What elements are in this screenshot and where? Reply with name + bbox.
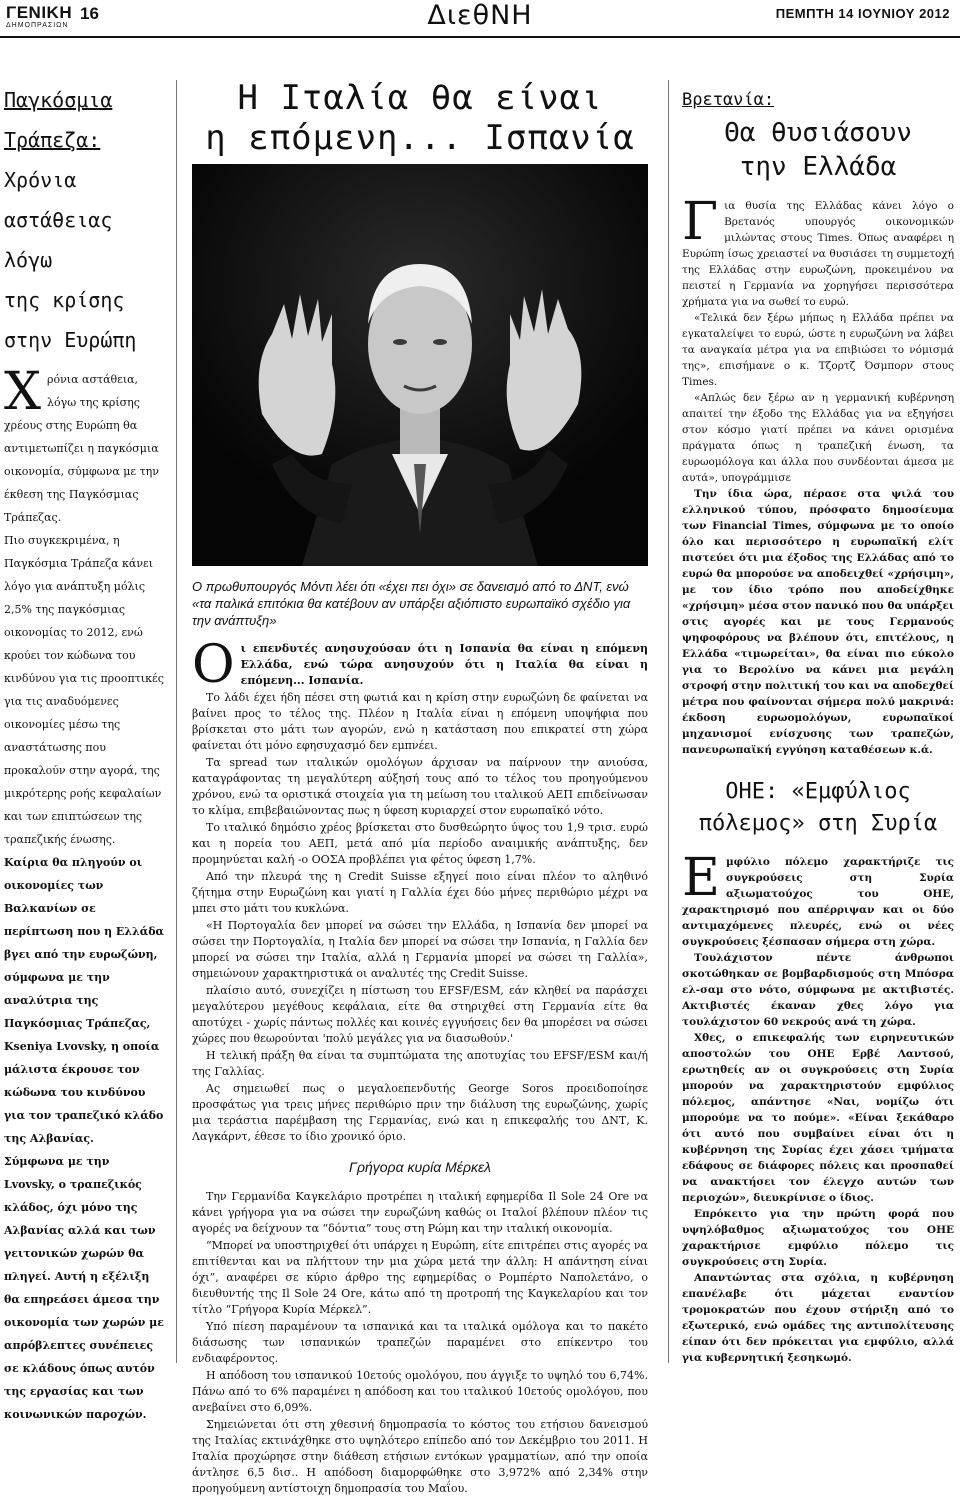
issue-date: ΠΕΜΠΤΗ 14 ΙΟΥΝΙΟΥ 2012 (775, 6, 950, 21)
page-number: 16 (80, 4, 99, 23)
article-italy (192, 78, 648, 1495)
article-body (0, 362, 168, 1426)
column-divider (176, 80, 177, 1363)
paragraph: Απαντώντας στα σχόλια, η κυβέρνηση επανέλαβε ότι μάχεται εναντίον τρομοκρατών που έχουν στήριξη από το εξωτερικό, ενώ ομάδες της αντιπολίτευσης είπαν ότι δεν πρόκειται για εμφύλιο, αλλά για κυβερνητική ξεσηκωμό. (682, 1272, 954, 1364)
article-body-syria (682, 848, 954, 1366)
paragraph: Την ίδια ώρα, πέρασε στα ψιλά του ελληνικού τύπου, πρόσφατο δημοσίευμα των Financial Times, σύμφωνα με το οποίο όλο και περισσότερο η ευρωπαϊκή ελίτ πιστεύει ότι μια έξοδος της Ελλάδας από το ευρώ θα μπορούσε να αποδειχθεί «χρήσιμη», με τον ίδιο τρόπο που αποδείχθηκε «χρήσιμη» μέσα στον πανικό που θα υπάρξει στις αγορές και με τους Γερμανούς ψηφοφόρους να βλέπουν ότι, επιτέλους, η Ελλάδα «τιμωρείται», θα είναι πιο εύκολο για το Βερολίνο να κάνει μια μεγάλη στροφή στην πολιτική του και να αποδεχθεί μέτρα που φαίνονται σήμερα πολύ μακρινά: έκδοση ευρωομολόγων, ευρωπαϊκοί μηχανισμοί ενίσχυσης των τραπεζών, πανευρωπαϊκή εγγύηση καταθέσεων κ.ά. (682, 488, 954, 756)
article-headline: Παγκόσμια Τράπεζα: Χρόνια αστάθειας λόγω της κρίσης στην Ευρώπη (4, 88, 137, 352)
lead-paragraph: Οι επενδυτές ανησυχούσαν ότι η Ισπανία θα είναι η επόμενη Ελλάδα, ενώ τώρα ανησυχούν ότι η Ιταλία θα είναι η επόμενη... Ισπανία. (192, 635, 648, 695)
paragraph: «Τελικά δεν ξέρω μήπως η Ελλάδα πρέπει να εγκαταλείψει το ευρώ, ώστε η ευρωζώνη να λάβει τα αναγκαία μέτρα για να επιβιώσει το νόμισμά της», επισήμανε ο κ. Τζορτζ Όσμπορν στους Times. (682, 312, 954, 388)
paragraph: «Η Πορτογαλία δεν μπορεί να σώσει την Ελλάδα, η Ισπανία δεν μπορεί να σώσει την Πορτογαλία, η Ιταλία δεν μπορεί να σώσει την Ισπανία, η Γαλλία δεν μπορεί να σώσει την Ιταλία, αλλά η Γερμανία μπορεί να σώσει τη Γαλλία», σημειώνουν χαρακτηριστικά οι αναλυτές της Credit Suisse. (192, 919, 648, 980)
article-world-bank (0, 80, 168, 1421)
paragraph: πλαίσιο αυτό, συνεχίζει η πίστωση του EFSF/ESM, εάν κληθεί να παράσχει μεγαλύτερου μεγέθους κεφάλαια, είτε θα στηριχθεί στη Γερμανία είτε θα αποτύχει - χωρίς πάντως πολλές και κοινές εγγυήσεις δεν θα μπορέσει να σώσει χώρες που θεωρούνται 'πολύ μεγάλες για να διασωθούν.' (192, 984, 648, 1045)
article-headline: Η Ιταλία θα είναι η επόμενη... Ισπανία (205, 78, 635, 158)
paragraph: Σύμφωνα με την Lvovsky, ο τραπεζικός κλάδος, όχι μόνο της Αλβανίας αλλά και των γειτονικών χωρών θα πληγεί. Αυτή η εξέλιξη θα επηρεάσει άμεσα την οικονομία των χωρών με απρόβλεπτες συνέπειες σε κλάδους όπως αυτόν της εργασίας και των κοινωνικών παροχών. (4, 1155, 164, 1421)
brand-name: ΓΕΝΙΚΗ (6, 3, 73, 22)
paragraph: Το ιταλικό δημόσιο χρέος βρίσκεται στο δυσθεώρητο ύψος του 1,9 τρισ. ευρώ και η πορεία του ΑΕΠ, μετά από μία περίοδο αναιμικής ανάπτυξης, δεν προμηνύεται καλή -ο ΟΟΣΑ προβλέπει για φέτος ύφεση 1,7%. (192, 821, 648, 866)
paragraph: Την Γερμανίδα Καγκελάριο προτρέπει η ιταλική εφημερίδα Il Sole 24 Ore να κάνει γρήγορα για να σώσει την ευρωζώνη καθώς οι Ιταλοί βλέπουν πλέον τις αγορές να δείχνουν τα “δόντια” τους στη Ρώμη και την ιταλική οικονομία. (192, 1190, 648, 1235)
article-kicker: Βρετανία: (682, 90, 775, 110)
brand-subtitle: ΔΗΜΟΠΡΑΣΙΩΝ (6, 22, 69, 29)
header-rule (0, 36, 960, 38)
column-divider (668, 80, 669, 1363)
paragraph: Χθες, ο επικεφαλής των ειρηνευτικών αποστολών του ΟΗΕ Ερβέ Λαντσού, ερωτηθείς αν οι συγκρούσεις στη Συρία μπορούν να χαρακτηριστούν εμφύλιος πόλεμος, απάντησε «Ναι, νομίζω ότι μπορούμε να το πούμε». «Είναι ξεκάθαρο ότι αυτό που συμβαίνει είναι ότι η κυβέρνηση της Συρίας έχει χάσει τμήματα εδάφους σε διάφορες πόλεις και προσπαθεί να ανακτήσει τον έλεγχο αυτών των περιοχών», διευκρίνισε ο ίδιος. (682, 1032, 954, 1204)
paragraph: Τουλάχιστον πέντε άνθρωποι σκοτώθηκαν σε βομβαρδισμούς στη Μπόσρα ελ-σαμ στο νότο, σύμφωνα με ακτιβιστές. Ακτιβιστές έκαναν χθες λόγο για τουλάχιστον 60 νεκρούς ανά τη χώρα. (682, 952, 954, 1028)
drop-cap: Ε (682, 848, 720, 908)
photo-caption: Ο πρωθυπουργός Μόντι λέει ότι «έχει πει όχι» σε δανεισμό από το ΔΝΤ, ενώ «τα παλικά επιτόκια θα κατέβουν αν υπάρξει αξιόπιστο ευρωπαϊκό σχέδιο για την ανάπτυξη» (192, 579, 631, 628)
paragraph: Το λάδι έχει ήδη πέσει στη φωτιά και η κρίση στην ευρωζώνη δε φαίνεται να βαίνει προς το τέλος της. Πλέον η Ιταλία είναι η επόμενη υποψήφια που βρίσκεται στο μάτι των αγορών, ενώ η κατάσταση που επικρατεί στη χώρα φαίνεται ότι μόνο εφησυχασμό δεν εμπνέει. (192, 691, 648, 752)
subheading: Γρήγορα κυρία Μέρκελ (348, 1159, 492, 1175)
paragraph: Υπό πίεση παραμένουν τα ισπανικά και τα ιταλικά ομόλογα και το πακέτο διάσωσης των ισπανικών τραπεζών παραμένει στο επίκεντρο του ενδιαφέροντος. (192, 1320, 648, 1365)
paragraph: Ας σημειωθεί πως ο μεγαλοεπενδυτής George Soros προειδοποίησε προσφάτως για τρεις μήνες περιθώριο πριν την διάλυση της ευρωζώνης, χωρίς μια τεράστια παρέμβαση της Γερμανίας, ενώ και η επικεφαλής του ΔΝΤ, Κ. Λαγκάρντ, έθεσε το ίδιο χρονικό όριο. (192, 1082, 648, 1143)
article-britain (682, 90, 954, 1363)
section-title: ΔιεθΝΗ (427, 0, 533, 31)
paragraph: Εμφύλιο πόλεμο χαρακτήριζε τις συγκρούσεις στη Συρία αξιωματούχος του ΟΗΕ, χαρακτηρισμό που απέρριψαν και οι δύο αντιμαχόμενες πλευρές, ενώ οι νέες συγκρούσεις ξέσπασαν σήμερα στη χώρα. (682, 848, 954, 948)
paragraph: Καίρια θα πληγούν οι οικονομίες των Βαλκανίων σε περίπτωση που η Ελλάδα βγει από την ευρωζώνη, σύμφωνα με την αναλύτρια της Παγκόσμιας Τράπεζας, Kseniya Lvovsky, η οποία μάλιστα έκρουσε τον κώδωνα του κινδύνου για τον τραπεζικό κλάδο της Αλβανίας. (4, 856, 164, 1145)
paragraph: Σημειώνεται ότι στη χθεσινή δημοπρασία το κόστος του ετήσιου δανεισμού της Ιταλίας εκτινάχθηκε στο υψηλότερο επίπεδο από τον Δεκέμβριο του 2011. Η Ιταλία προχώρησε στην διάθεση ετήσιων εντόκων γραμματίων, από την οποία άντλησε 6,5 δισ.. Η απόδοση διαμορφώθηκε στο 3,972% από 2,34% στην προηγούμενη αντίστοιχη δημοπρασία του Μαΐου. (192, 1418, 648, 1495)
paragraph: Από την πλευρά της η Credit Suisse εξηγεί ποιο είναι πλέον το αληθινό ζήτημα στην Ευρωζώνη και γιατί η Γαλλία έχει δύο μήνες περιθώριο μέχρι να μπει στο μάτι του κυκλώνα. (192, 870, 648, 915)
masthead (0, 0, 960, 44)
drop-cap: Γ (682, 192, 719, 252)
paragraph: “Μπορεί να υποστηριχθεί ότι υπάρχει η Ευρώπη, είτε επιτρέπει στις αγορές να επιτίθενται και να πλήττουν την μια χώρα μετά την άλλη: Η απάντηση είναι όχι”, αναφέρει σε κύριο άρθρο της εφημερίδας ο Ρομπέρτο Ναπολετάνο, ο διευθυντής της Il Sole 24 Ore, κάτω από τη προτροπή της Καγκελαρίου και τον τίτλο “Γρήγορα Κυρία Μέρκελ”. (192, 1239, 648, 1316)
paragraph: Χρόνια αστάθεια, λόγω της κρίσης χρέους στης Ευρώπη θα αντιμετωπίζει η παγκόσμια οικονομία, σύμφωνα με την έκθεση της Παγκόσμιας Τράπεζας. (4, 362, 159, 524)
article-headline: Θα θυσιάσουν την Ελλάδα (724, 118, 912, 182)
paragraph: Η απόδοση του ισπανικού 10ετούς ομολόγου, που άγγιξε το υψηλό του 6,74%. Πάνω από το 6% παραμένει η απόδοση και του ιταλικού 10ετούς ομολόγου, που ανεβαίνει στο 6,09%. (192, 1369, 648, 1414)
portrait-illustration (192, 164, 648, 566)
paragraph: Πιο συγκεκριμένα, η Παγκόσμια Τράπεζα κάνει λόγο για ανάπτυξη μόλις 2,5% της παγκόσμιας οικονομίας το 2012, ενώ κρούει τον κώδωνα του κινδύνου για τις προοπτικές για τις αναδυόμενες οικονομίες μέσω της αναστάτωσης που προκαλούν στην αγορά, της μικρότερης ροής κεφαλαίων και των επιπτώσεων της τραπεζικής ένωσης. (4, 534, 164, 846)
article-body (682, 192, 954, 758)
paragraph: Τα spread των ιταλικών ομολόγων άρχισαν να παίρνουν την ανιούσα, καταγράφοντας τη μεγαλύτερη αύξησή τους από το τέλος του προηγούμενου χρόνου, ενώ τα οριστικά στοιχεία για τη μείωση του ιταλικού ΑΕΠ επιδείνωσαν το κλίμα, επιβεβαιώνοντας πως η ύφεση κυριαρχεί στον ευρωπαϊκό νότο. (192, 756, 648, 817)
drop-cap: Ο (192, 635, 235, 695)
photo-monti (192, 164, 648, 566)
article-headline-syria: ΟΗΕ: «Εμφύλιος πόλεμος» στη Συρία (698, 779, 938, 836)
paragraph: Επρόκειτο για την πρώτη φορά που υψηλόβαθμος αξιωματούχος του ΟΗΕ χαρακτήρισε εμφύλιο πόλεμο τις συγκρούσεις στη Συρία. (682, 1208, 954, 1268)
article-body (192, 635, 648, 1497)
paragraph: Για θυσία της Ελλάδας κάνει λόγο ο Βρετανός υπουργός οικονομικών μιλώντας στους Times. Όπως αναφέρει η Ευρώπη ίσως χρειαστεί να θυσιάσει τη συμμετοχή της Ελλάδας στην ευρωζώνη, προκειμένου να πειστεί η Γερμανία να χορηγήσει περισσότερα χρήματα για να σωθεί το ευρώ. (682, 192, 954, 308)
paragraph: Η τελική πράξη θα είναι τα συμπτώματα της αποτυχίας του EFSF/ESM και/ή της Γαλλίας. (192, 1049, 648, 1078)
drop-cap: Χ (4, 362, 42, 422)
paragraph: «Απλώς δεν ξέρω αν η γερμανική κυβέρνηση απαιτεί την έξοδο της Ελλάδας για να εξηγήσει στον κόσμο γιατί πρέπει να κάνει ορισμένα πράγματα όπως η τραπεζική ένωση, τα ευρωομόλογα και άλλα που συνδέονται άμεσα με αυτά», υπογράμμισε (682, 392, 954, 484)
